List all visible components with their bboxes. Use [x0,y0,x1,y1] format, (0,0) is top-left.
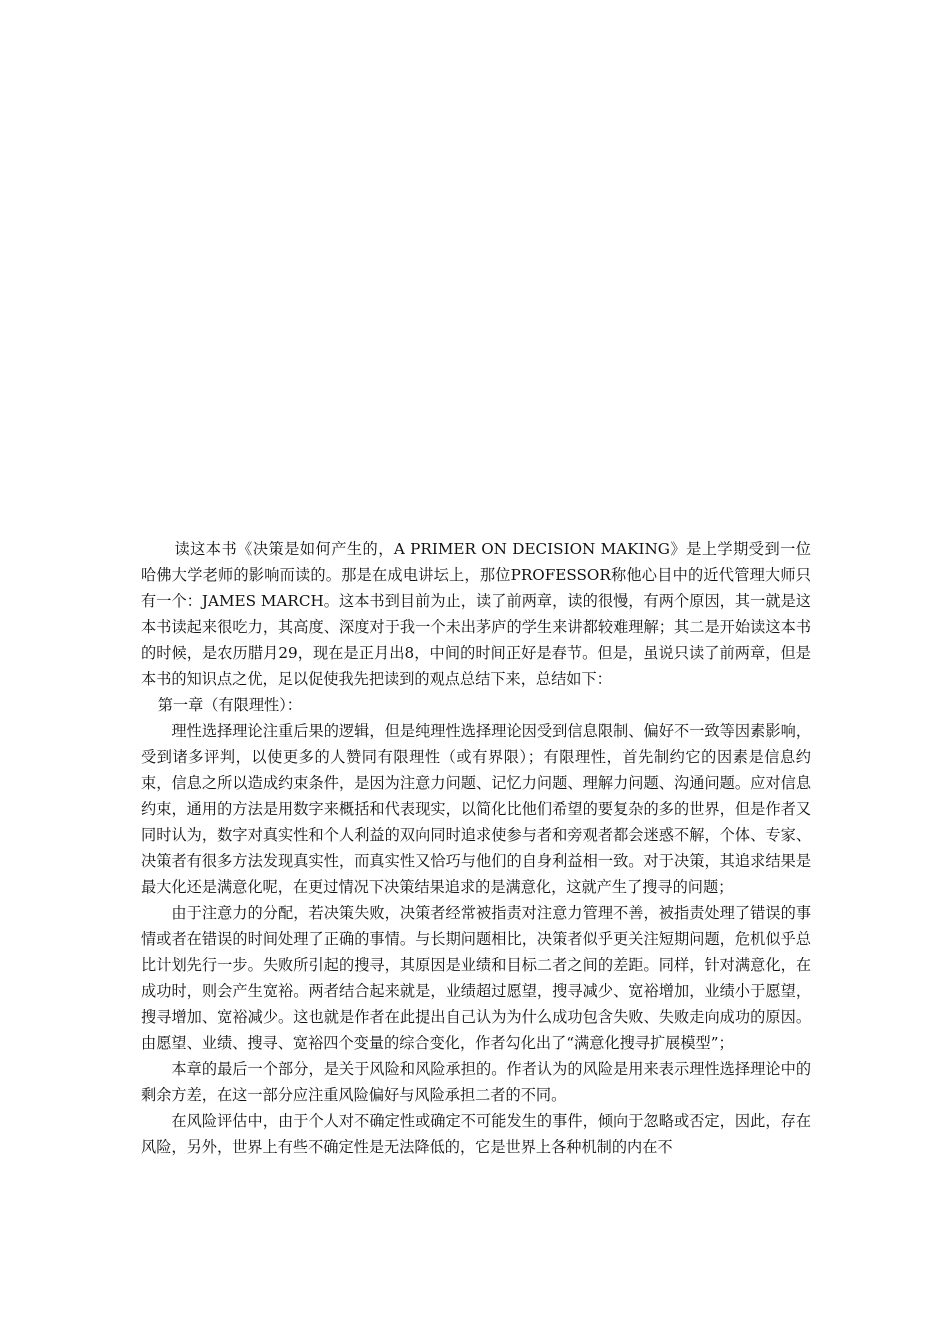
bounded-rationality-paragraph: 理性选择理论注重后果的逻辑，但是纯理性选择理论因受到信息限制、偏好不一致等因素影响，受到诸多评判，以使更多的人赞同有限理性（或有界限）；有限理性，首先制约它的因素是信息约束，信息之所以造成约束条件，是因为注意力问题、记忆力问题、理解力问题、沟通问题。应对信息约束，通用的方法是用数字来概括和代表现实，以简化比他们希望的要复杂的多的世界，但是作者又同时认为，数字对真实性和个人利益的双向同时追求使参与者和旁观者都会迷惑不解，个体、专家、决策者有很多方法发现真实性，而真实性又恰巧与他们的自身利益相一致。对于决策，其追求结果是最大化还是满意化呢，在更过情况下决策结果追求的是满意化，这就产生了搜寻的问题； [141,722,811,896]
risk-assessment-paragraph: 在风险评估中，由于个人对不确定性或确定不可能发生的事件，倾向于忽略或否定，因此，存在风险，另外，世界上有些不确定性是无法降低的，它是世界上各种机制的内在不 [141,1112,811,1156]
risk-intro-paragraph: 本章的最后一个部分，是关于风险和风险承担的。作者认为的风险是用来表示理性选择理论中的剩余方差，在这一部分应注重风险偏好与风险承担二者的不同。 [141,1060,811,1104]
body-text [141,536,811,1160]
attention-search-paragraph: 由于注意力的分配，若决策失败，决策者经常被指责对注意力管理不善，被指责处理了错误的事情或者在错误的时间处理了正确的事情。与长期问题相比，决策者似乎更关注短期问题，危机似乎总比计划先行一步。失败所引起的搜寻，其原因是业绩和目标二者之间的差距。同样，针对满意化，在成功时，则会产生宽裕。两者结合起来就是，业绩超过愿望，搜寻减少、宽裕增加，业绩小于愿望，搜寻增加、宽裕减少。这也就是作者在此提出自己认为为什么成功包含失败、失败走向成功的原因。由愿望、业绩、搜寻、宽裕四个变量的综合变化，作者勾化出了“满意化搜寻扩展模型”； [141,904,811,1052]
chapter-one-heading: 第一章（有限理性）： [157,696,302,714]
intro-paragraph: 读这本书《决策是如何产生的，A PRIMER ON DECISION MAKING》是上学期受到一位哈佛大学老师的影响而读的。那是在成电讲坛上，那位PROFESSOR称他心目中的近代管理大师只有一个：JAMES MARCH。这本书到目前为止，读了前两章，读的很慢，有两个原因，其一就是这本书读起来很吃力，其高度、深度对于我一个未出茅庐的学生来讲都较难理解；其二是开始读这本书的时候，是农历腊月29，现在是正月出8，中间的时间正好是春节。但是，虽说只读了前两章，但是本书的知识点之优，足以促使我先把读到的观点总结下来，总结如下： [141,540,811,688]
